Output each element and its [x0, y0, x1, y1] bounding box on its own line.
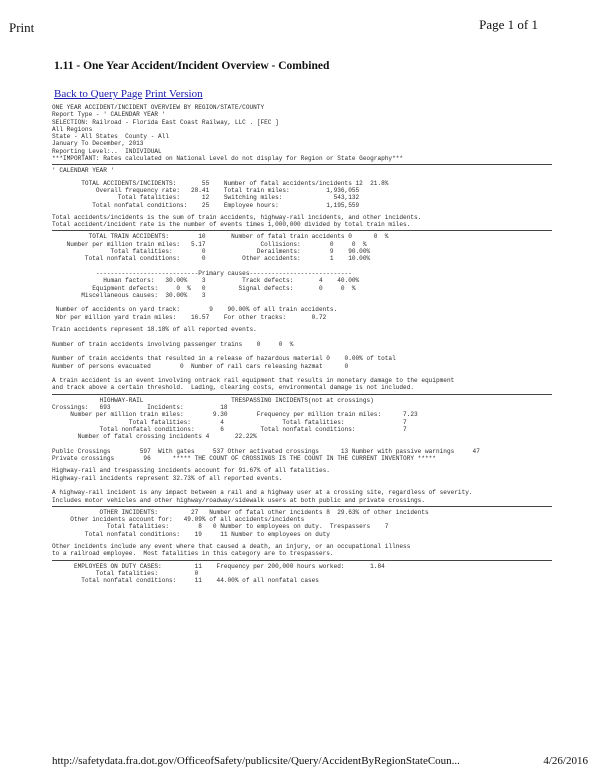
back-to-query-link[interactable]: Back to Query Page: [54, 88, 143, 100]
calendar-summary-line: TOTAL ACCIDENTS/INCIDENTS: 55 Number of fatal accidents/incidents 12 21.8%: [52, 179, 389, 187]
employees-on-duty-block: [52, 563, 552, 585]
section-divider: [52, 560, 552, 561]
highway-note-line: Highway-rail and trespassing incidents account for 91.67% of all fatalities.: [52, 467, 330, 475]
calendar-summary-line: Total nonfatal conditions: 25 Employee hours: 1,195,559: [52, 201, 360, 209]
train-note-line: A train accident is an event involving ontrack rail equipment that results in monetary damage to the equipment: [52, 377, 455, 385]
highway-note-line: Highway-rail incidents represent 32.73% of all reported events.: [52, 474, 283, 482]
train-accidents-block: [52, 233, 552, 321]
train-note-line: and track above a certain threshold. Lading, clearing costs, environmental damage is not included.: [52, 384, 415, 392]
report-header-line: ***IMPORTANT: Rates calculated on National Level do not display for Region or State Geography***: [52, 155, 404, 163]
other-incidents-block: [52, 509, 552, 538]
highway-rail-line: Number per million train miles: 9.30 Frequency per million train miles: 7.23: [52, 411, 418, 419]
highway-rail-line: Total nonfatal conditions: 6 Total nonfatal conditions: 7: [52, 425, 407, 433]
page-number-label: Page 1 of 1: [479, 17, 538, 32]
train-accidents-line: Equipment defects: 0 % 0 Signal defects: 0 0 %: [52, 284, 356, 292]
train-accidents-line: [52, 263, 552, 270]
train-note-line: Number of train accidents that resulted in a release of hazardous material 0 0.00% of total: [52, 355, 396, 363]
print-version-link[interactable]: Print Version: [145, 88, 203, 100]
other-incidents-line: Other incidents account for: 49.09% of all accidents/incidents: [52, 516, 305, 524]
report-body: [52, 104, 552, 585]
highway-note-line: A highway-rail incident is any impact between a rail and a highway user at a crossing site, regardless of severity.: [52, 489, 473, 497]
train-accidents-line: ----------------------------Primary causes----------------------------: [52, 269, 352, 277]
section-divider: [52, 164, 552, 165]
train-accidents-line: [52, 299, 552, 306]
train-accidents-line: Total fatalities: 0 Derailments: 9 90.00%: [52, 248, 371, 256]
report-header-block: [52, 104, 552, 162]
other-incidents-line: OTHER INCIDENTS: 27 Number of fatal other incidents 8 29.63% of other incidents: [52, 508, 429, 516]
train-accidents-line: TOTAL TRAIN ACCIDENTS: 10 Number of fatal train accidents 0 0 %: [52, 233, 389, 241]
train-accidents-line: Number per million train miles: 5.17 Collisions: 0 0 %: [52, 240, 367, 248]
report-header-line: ONE YEAR ACCIDENT/INCIDENT OVERVIEW BY REGION/STATE/COUNTY: [52, 104, 265, 111]
footer-url: http://safetydata.fra.dot.gov/OfficeofSafety/publicsite/Query/AccidentByRegionStateCoun...: [52, 755, 460, 767]
train-note-line: Train accidents represent 18.18% of all reported events.: [52, 326, 257, 334]
train-note-line: [52, 370, 552, 377]
employees-on-duty-line: EMPLOYEES ON DUTY CASES: 11 Frequency per 200,000 hours worked: 1.84: [52, 562, 385, 570]
train-note-line: Number of train accidents involving passenger trains 0 0 %: [52, 340, 294, 348]
highway-rail-line: [52, 440, 552, 447]
section-divider: [52, 230, 552, 231]
calendar-summary-block: [52, 180, 552, 209]
report-header-line: All Regions: [52, 125, 93, 133]
train-accidents-notes: [52, 326, 552, 392]
highway-rail-notes: [52, 467, 552, 503]
other-incidents-notes: [52, 543, 552, 558]
page-title: 1.11 - One Year Accident/Incident Overview - Combined: [54, 60, 330, 72]
print-header-label: Print: [9, 20, 35, 35]
calendar-note-line: Total accident/incident rate is the number of events times 1,000,000 divided by total train miles.: [52, 221, 411, 229]
highway-rail-block: [52, 397, 552, 463]
train-note-line: Number of persons evacuated 0 Number of rail cars releasing hazmat 0: [52, 362, 349, 370]
employees-on-duty-line: Total nonfatal conditions: 11 44.00% of all nonfatal cases: [52, 577, 319, 585]
section-divider: [52, 394, 552, 395]
highway-rail-line: HIGHWAY-RAIL TRESPASSING INCIDENTS(not at crossings): [52, 396, 374, 404]
train-note-line: [52, 348, 552, 355]
train-accidents-line: Human factors: 30.00% 3 Track defects: 4 40.00%: [52, 277, 360, 285]
train-accidents-line: Number of accidents on yard track: 9 90.00% of all train accidents.: [52, 306, 338, 314]
highway-note-line: [52, 482, 552, 489]
calendar-notes: [52, 214, 552, 229]
section-divider: [52, 506, 552, 507]
report-header-line: January To December, 2013: [52, 140, 144, 148]
highway-rail-line: Public Crossings 597 With gates 537 Other activated crossings 13 Number with passive warnings 47: [52, 447, 480, 455]
train-note-line: [52, 333, 552, 340]
calendar-summary-line: Overall frequency rate: 28.41 Total train miles: 1,936,055: [52, 186, 360, 194]
query-links: [54, 88, 203, 100]
calendar-note-line: Total accidents/incidents is the sum of train accidents, highway-rail incidents, and other incidents.: [52, 213, 422, 221]
calendar-year-label: ' CALENDAR YEAR ': [52, 167, 115, 175]
other-incidents-line: Total fatalities: 8 0 Number to employees on duty. Trespassers 7: [52, 523, 389, 531]
highway-rail-line: Number of fatal crossing incidents 4 22.22%: [52, 433, 257, 441]
train-accidents-line: Total nonfatal conditions: 0 Other accidents: 1 10.00%: [52, 255, 371, 263]
calendar-summary-line: Total fatalities: 12 Switching miles: 543,132: [52, 194, 360, 202]
highway-rail-line: Crossings: 693 Incidents: 18: [52, 403, 228, 411]
other-note-line: to a railroad employee. Most fatalities in this category are to trespassers.: [52, 550, 334, 558]
report-header-line: Report Type - ' CALENDAR YEAR ': [52, 111, 166, 119]
other-note-line: Other incidents include any event where that caused a death, an injury, or an occupational illness: [52, 543, 411, 551]
footer-date: 4/26/2016: [543, 755, 588, 767]
train-accidents-line: Miscellaneous causes: 30.00% 3: [52, 291, 206, 299]
train-accidents-line: Nbr per million yard train miles: 16.57 For other tracks: 0.72: [52, 313, 327, 321]
highway-rail-line: Private crossings 96 ***** THE COUNT OF CROSSINGS IS THE COUNT IN THE CURRENT INVENTORY *****: [52, 455, 436, 463]
report-header-line: SELECTION: Railroad - Florida East Coast Railway, LLC . [FEC ]: [52, 118, 279, 126]
employees-on-duty-line: Total fatalities: 0: [52, 569, 199, 577]
highway-note-line: Includes motor vehicles and other highway/roadway/sidewalk users at both public and private crossings.: [52, 496, 425, 504]
report-header-line: Reporting Level:.. INDIVIDUAL: [52, 147, 162, 155]
report-header-line: State - All States County - All: [52, 133, 170, 141]
other-incidents-line: Total nonfatal conditions: 19 11 Number to employees on duty: [52, 530, 330, 538]
highway-rail-line: Total fatalities: 4 Total fatalities: 7: [52, 418, 407, 426]
